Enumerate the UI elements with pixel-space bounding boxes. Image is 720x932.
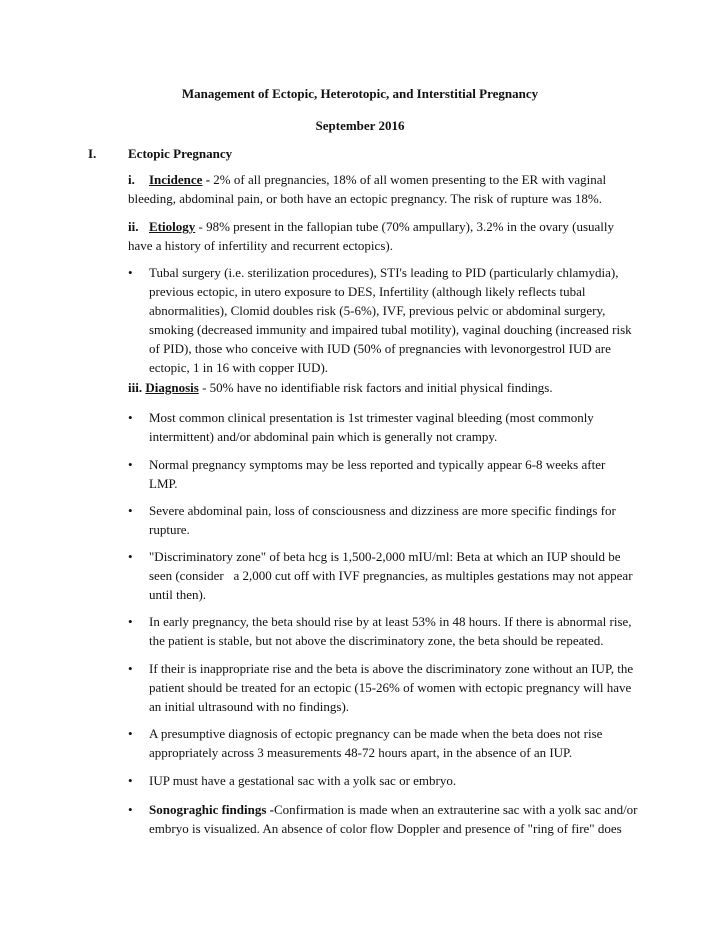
diagnosis-bullet: [128, 612, 633, 650]
bullet-line: "Discriminatory zone" of beta hcg is 1,500-2,000 mIU/ml: Beta at which an IUP should be: [149, 549, 621, 564]
risk-line: smoking (decreased immunity and impaired tubal motility), vaginal douching (increased risk: [149, 322, 632, 337]
diagnosis-bullet: [128, 724, 633, 762]
diagnosis-paragraph: [128, 378, 633, 397]
bullet-dot: •: [128, 410, 133, 425]
bullet-line: IUP must have a gestational sac with a yolk sac or embryo.: [149, 773, 457, 788]
bullet-line: patient should be treated for an ectopic (15-26% of women with ectopic pregnancy will have: [149, 680, 632, 695]
bullet-line: seen (consider a 2,000 cut off with IVF pregnancies, as multiples gestations may not appear: [149, 568, 633, 583]
bullet-line: A presumptive diagnosis of ectopic pregnancy can be made when the beta does not rise: [149, 726, 603, 741]
incidence-dash: -: [202, 172, 214, 187]
etiology-heading: Etiology: [149, 219, 196, 234]
risk-line: previous ectopic, in utero exposure to DES, Infertility (although likely reflects tubal: [149, 284, 586, 299]
bullet-line: an initial ultrasound with no findings).: [149, 699, 350, 714]
sonographic-findings-bullet: [128, 800, 638, 838]
diagnosis-bullet: [128, 547, 633, 604]
bullet-dot: •: [128, 457, 133, 472]
diagnosis-bullet: [128, 455, 633, 493]
bullet-dot: •: [128, 265, 133, 280]
diagnosis-bullet: [128, 408, 633, 446]
etiology-line-2: have a history of infertility and recurrent ectopics).: [128, 238, 393, 253]
incidence-numeral: i.: [128, 172, 135, 187]
bullet-dot: •: [128, 549, 133, 564]
etiology-line-1: - 98% present in the fallopian tube (70% ampullary), 3.2% in the ovary (usually: [195, 219, 615, 234]
section-number: I.: [88, 146, 97, 161]
bullet-line: appropriately across 3 measurements 48-72 hours apart, in the absence of an IUP.: [149, 745, 573, 760]
section-title: Ectopic Pregnancy: [128, 146, 233, 161]
risk-line: of PID), those who conceive with IUD (50% of pregnancies with levonorgestrol IUD are: [149, 341, 611, 356]
incidence-paragraph: [128, 170, 654, 208]
bullet-line: LMP.: [149, 476, 178, 491]
sonographic-line-1: Confirmation is made when an extrauterine sac with a yolk sac and/or: [273, 802, 638, 817]
bullet-line: In early pregnancy, the beta should rise by at least 53% in 48 hours. If there is abnormal rise,: [149, 614, 632, 629]
sonographic-heading: Sonograghic findings -: [149, 802, 274, 817]
bullet-line: until then).: [149, 587, 207, 602]
risk-factors-bullet: [128, 263, 633, 377]
incidence-line-1: 2% of all pregnancies, 18% of all women presenting to the ER with vaginal: [213, 172, 607, 187]
incidence-heading: Incidence: [149, 172, 203, 187]
bullet-dot: •: [128, 773, 133, 788]
risk-line: Tubal surgery (i.e. sterilization procedures), STI's leading to PID (particularly chlamydia),: [149, 265, 619, 280]
bullet-line: the patient is stable, but not above the discriminatory zone, the beta should be repeated.: [149, 633, 604, 648]
diagnosis-numeral: iii.: [128, 380, 143, 395]
diagnosis-text: - 50% have no identifiable risk factors and initial physical findings.: [198, 380, 553, 395]
diagnosis-heading: Diagnosis: [145, 380, 199, 395]
sonographic-line-2: embryo is visualized. An absence of color flow Doppler and presence of "ring of fire" does: [149, 821, 622, 836]
bullet-line: Severe abdominal pain, loss of consciousness and dizziness are more specific findings for: [149, 503, 616, 518]
document-date: September 2016: [315, 118, 405, 133]
risk-line: ectopic, 1 in 16 with copper IUD).: [149, 360, 329, 375]
diagnosis-bullet: [128, 771, 633, 790]
bullet-dot: •: [128, 802, 133, 817]
bullet-line: rupture.: [149, 522, 190, 537]
etiology-paragraph: [128, 217, 654, 255]
document-title: Management of Ectopic, Heterotopic, and Interstitial Pregnancy: [181, 86, 539, 101]
bullet-dot: •: [128, 661, 133, 676]
bullet-line: Normal pregnancy symptoms may be less reported and typically appear 6-8 weeks after: [149, 457, 606, 472]
bullet-dot: •: [128, 503, 133, 518]
diagnosis-bullet: [128, 659, 633, 716]
bullet-dot: •: [128, 726, 133, 741]
bullet-dot: •: [128, 614, 133, 629]
risk-line: abnormalities), Clomid doubles risk (5-6%), IVF, previous pelvic or abdominal surgery,: [149, 303, 606, 318]
incidence-line-2: bleeding, abdominal pain, or both have an ectopic pregnancy. The risk of rupture was 18%.: [128, 191, 602, 206]
bullet-line: If their is inappropriate rise and the beta is above the discriminatory zone without an IUP, the: [149, 661, 634, 676]
etiology-numeral: ii.: [128, 219, 139, 234]
diagnosis-bullet: [128, 501, 633, 539]
bullet-line: Most common clinical presentation is 1st trimester vaginal bleeding (most commonly: [149, 410, 594, 425]
bullet-line: intermittent) and/or abdominal pain which is generally not crampy.: [149, 429, 498, 444]
